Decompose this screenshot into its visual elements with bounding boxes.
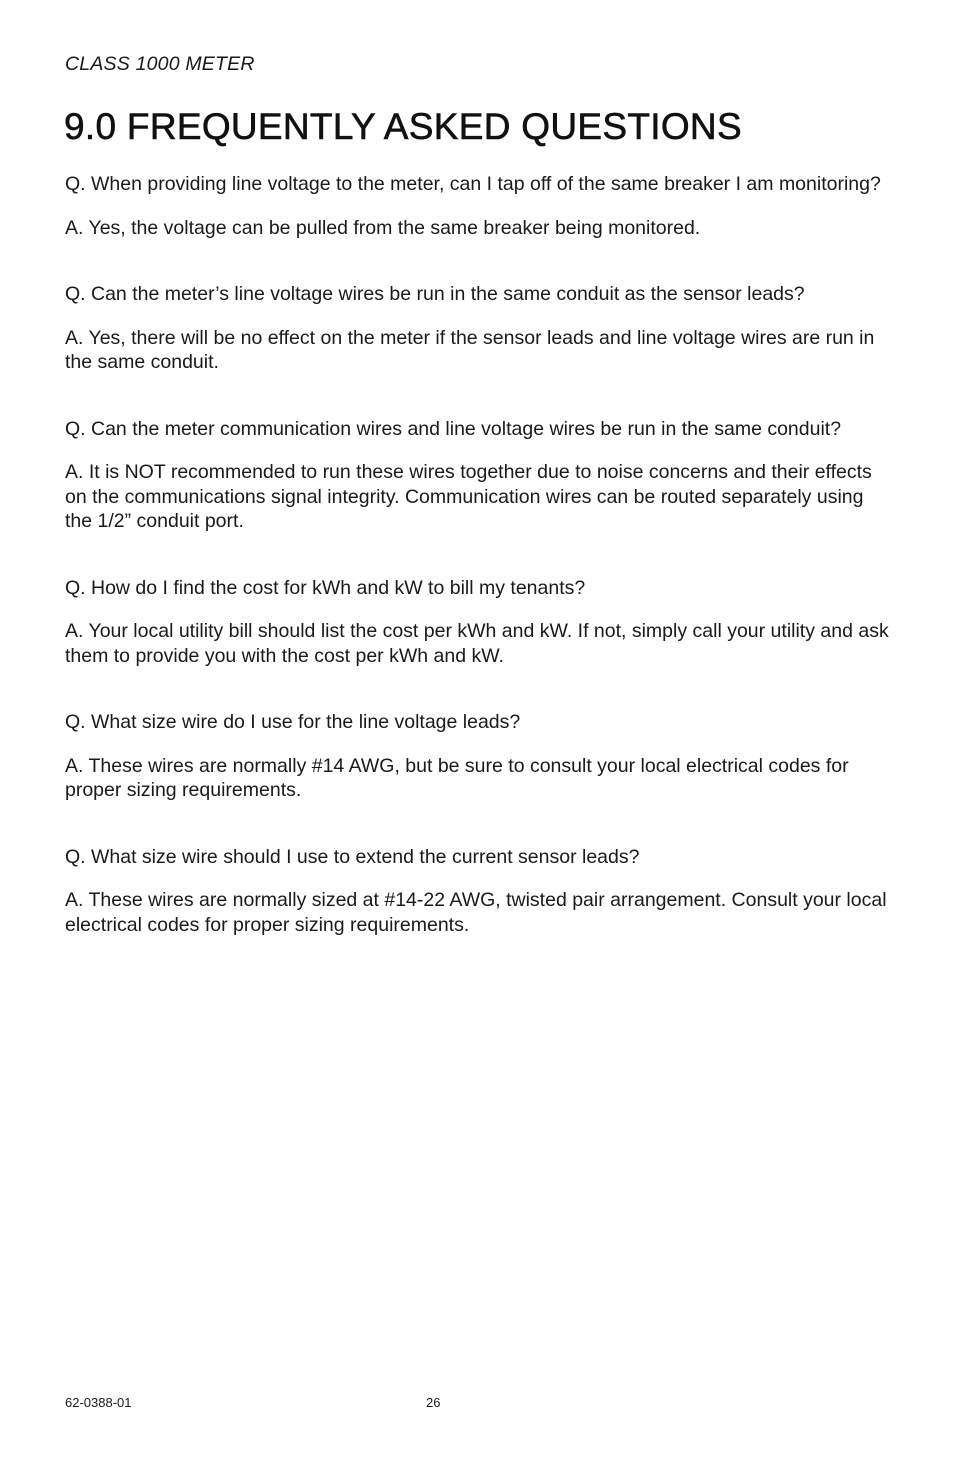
faq-question: Q. When providing line voltage to the meter, can I tap off of the same breaker I am monitoring? [65, 173, 881, 195]
faq-answer: A. These wires are normally #14 AWG, but be sure to consult your local electrical codes for proper sizing requirements. [65, 754, 849, 801]
running-header: CLASS 1000 METER [65, 53, 255, 75]
faq-question: Q. Can the meter’s line voltage wires be run in the same conduit as the sensor leads? [65, 283, 805, 305]
faq-answer: A. Yes, there will be no effect on the meter if the sensor leads and line voltage wires are run in the same conduit. [65, 326, 875, 373]
faq-item [65, 172, 895, 240]
faq-item [65, 417, 895, 534]
faq-item [65, 710, 895, 803]
faq-answer: A. It is NOT recommended to run these wires together due to noise concerns and their effects on the communications signal integrity. Communication wires can be routed separately using the 1/2” conduit port. [65, 461, 872, 532]
footer-page-number: 26 [426, 1395, 441, 1410]
faq-answer: A. Yes, the voltage can be pulled from the same breaker being monitored. [65, 216, 701, 239]
faq-item [65, 576, 895, 669]
faq-question: Q. What size wire should I use to extend the current sensor leads? [65, 845, 640, 868]
faq-question: Q. What size wire do I use for the line voltage leads? [65, 711, 521, 733]
faq-question: Q. Can the meter communication wires and line voltage wires be run in the same conduit? [65, 417, 842, 440]
faq-question: Q. How do I find the cost for kWh and kW to bill my tenants? [65, 576, 586, 599]
section-title: 9.0 FREQUENTLY ASKED QUESTIONS [64, 106, 742, 147]
footer-doc-number: 62-0388-01 [65, 1395, 132, 1410]
faq-answer: A. These wires are normally sized at #14-22 AWG, twisted pair arrangement. Consult your local electrical codes for proper sizing requirements. [65, 889, 887, 936]
faq-item [65, 845, 895, 938]
faq-list [65, 172, 895, 979]
faq-item [65, 282, 895, 375]
faq-answer: A. Your local utility bill should list the cost per kWh and kW. If not, simply call your utility and ask them to provide you with the cost per kWh and kW. [65, 620, 889, 667]
